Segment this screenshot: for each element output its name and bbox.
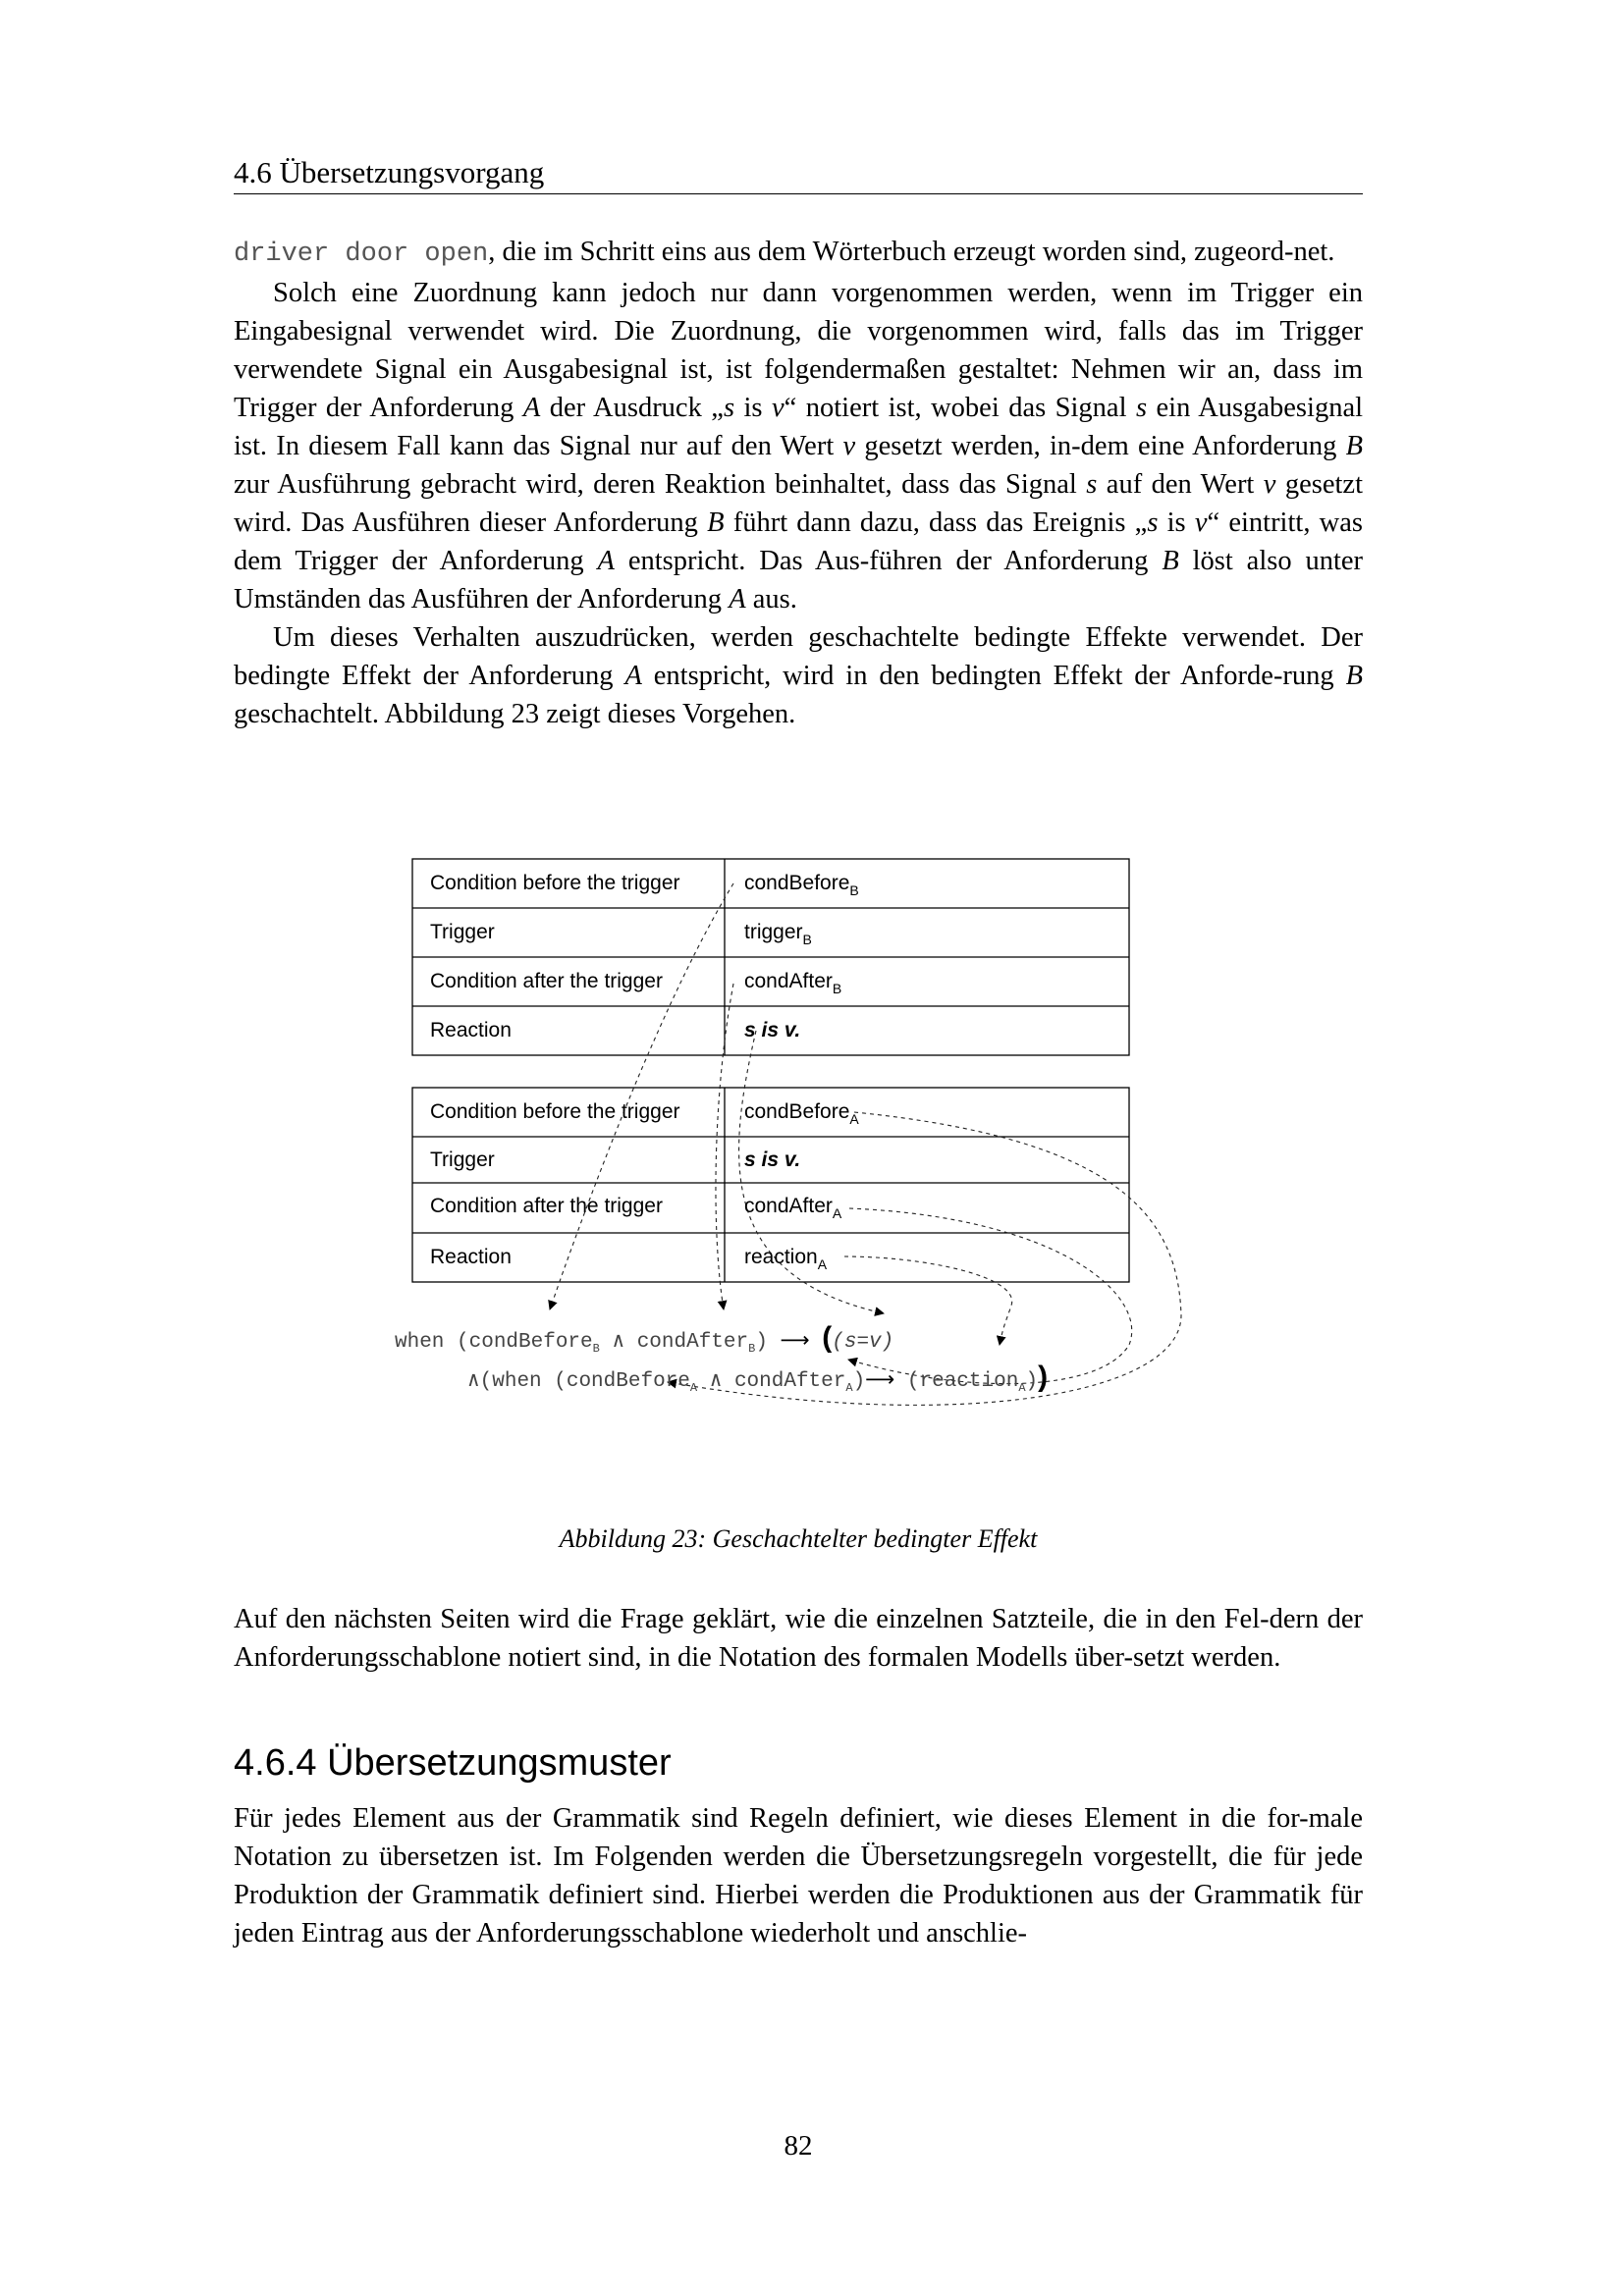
inline-code: driver door open [234, 240, 489, 269]
table-a-label-trigger: Trigger [430, 1148, 495, 1171]
table-a-value-condition-after: condAfter$_A$ [744, 1195, 842, 1221]
table-a-value-trigger: s is v. [744, 1148, 801, 1171]
paragraph-5: Für jedes Element aus der Grammatik sind Regeln definiert, wie dieses Element in die for-male Notation zu übersetzen ist. Im Folgenden werden die Übersetzungsregeln vorgestellt, die für jede Produktion der Grammatik definiert sind. Hierbei werden die Produktionen aus der Grammatik für jeden Eintrag aus der Anforderungsschablone wiederholt und anschlie- [234, 1803, 1363, 1949]
paragraph-1: driver door open, die im Schritt eins aus dem Wörterbuch erzeugt worden sind, zugeord-net. [234, 237, 1335, 269]
table-a-value-condition-before: condBefore$_A$ [744, 1100, 859, 1127]
paragraph-3: Um dieses Verhalten auszudrücken, werden geschachtelte bedingte Effekte verwendet. Der bedingte Effekt der Anforderung A entspricht, wird in den bedingten Effekt der Anforde-rung B geschachtelt. Abbildung 23 zeigt dieses Vorgehen. [234, 622, 1363, 729]
table-b-label-condition-after: Condition after the trigger [430, 970, 663, 992]
paragraph-2: Solch eine Zuordnung kann jedoch nur dann vorgenommen werden, wenn im Trigger ein Eingabesignal verwendet wird. Die Zuordnung, die vorgenommen wird, falls das im Trigger verwendete Signal ein Ausgabesignal ist, ist folgendermaßen gestaltet: Nehmen wir an, dass im Trigger der Anforderung A der Ausdruck „s is v“ notiert ist, wobei das Signal s ein Ausgabesignal ist. In diesem Fall kann das Signal nur auf den Wert v gesetzt werden, in-dem eine Anforderung B zur Ausführung gebracht wird, deren Reaktion beinhaltet, dass das Signal s auf den Wert v gesetzt wird. Das Ausführen dieser Anforderung B führt dann dazu, dass das Ereignis „s is v“ eintritt, was dem Trigger der Anforderung A entspricht. Das Aus-führen der Anforderung B löst also unter Umständen das Ausführen der Anforderung A aus. [234, 278, 1364, 614]
formula-line-1: when (condBefore$_B$ ∧ condAfter$_B$) ⟶ ((s=v) [395, 1321, 894, 1356]
table-b-value-trigger: trigger$_B$ [744, 921, 812, 947]
page-number: 82 [784, 2130, 813, 2162]
running-header: 4.6 Übersetzungsvorgang [234, 155, 545, 189]
formula-line-2: ∧(when (condBefore$_A$ ∧ condAfter$_A$)⟶ (reaction$_A$)) [467, 1361, 1049, 1395]
table-b-value-condition-before: condBefore$_B$ [744, 872, 859, 898]
text-block-section [234, 1799, 1363, 1952]
figure-nested-conditional-effect [373, 844, 1257, 1492]
header-rule [234, 193, 1363, 194]
table-b-value-reaction: s is v. [744, 1019, 801, 1041]
figure-diagram-lines [373, 844, 1257, 1492]
table-a-label-reaction: Reaction [430, 1246, 512, 1268]
figure-caption: Abbildung 23: Geschachtelter bedingter Effekt [559, 1524, 1038, 1553]
table-b-label-reaction: Reaction [430, 1019, 512, 1041]
table-b-value-condition-after: condAfter$_B$ [744, 970, 842, 996]
text-block-after-figure [234, 1600, 1363, 1677]
table-a-label-condition-before: Condition before the trigger [430, 1100, 680, 1123]
paragraph-4: Auf den nächsten Seiten wird die Frage geklärt, wie die einzelnen Satzteile, die in den Fel-dern der Anforderungsschablone notiert sind, in die Notation des formalen Modells über-setzt werden. [234, 1604, 1363, 1673]
table-b-label-trigger: Trigger [430, 921, 495, 943]
table-a-value-reaction: reaction$_A$ [744, 1246, 828, 1272]
text-block-intro [234, 233, 1363, 733]
table-a-label-condition-after: Condition after the trigger [430, 1195, 663, 1217]
section-heading: 4.6.4 Übersetzungsmuster [234, 1742, 672, 1784]
table-b-label-condition-before: Condition before the trigger [430, 872, 680, 894]
